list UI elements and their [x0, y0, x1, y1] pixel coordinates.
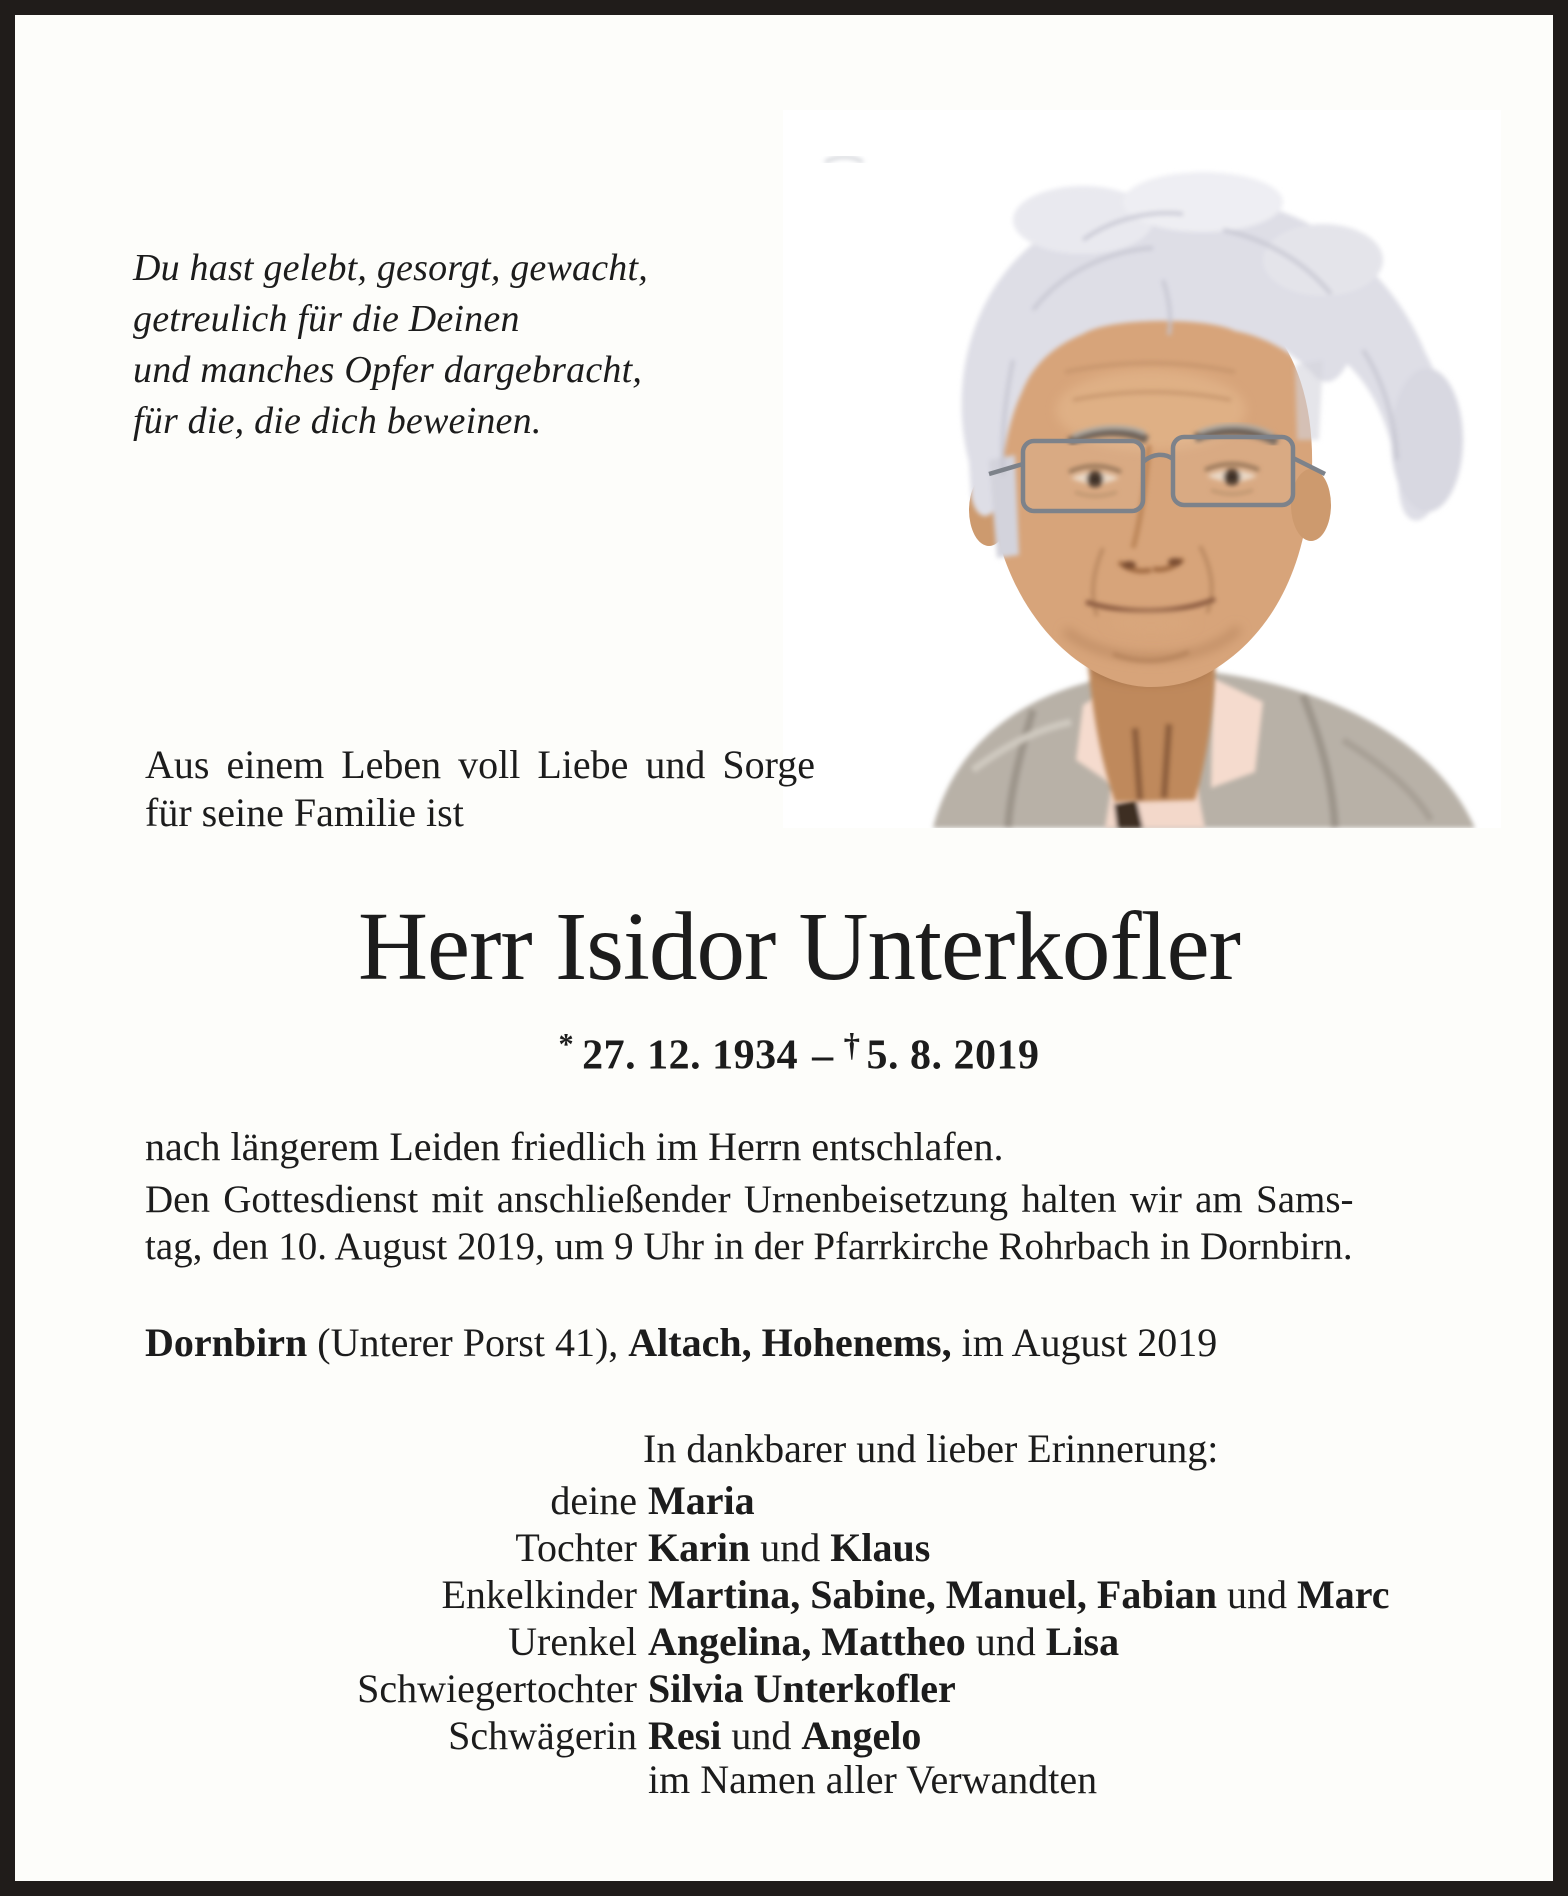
- family-row: [145, 1477, 1390, 1524]
- birth-date: 27. 12. 1934: [582, 1032, 799, 1079]
- relation-names: Martina, Sabine, Manuel, Fabian und Marc: [648, 1572, 1390, 1617]
- death-announcement: nach längerem Leiden friedlich im Herrn entschlafen.: [145, 1124, 1004, 1169]
- month-year-text: im August 2019: [951, 1320, 1218, 1365]
- intro-text: [145, 741, 815, 837]
- dates-separator: –: [812, 1032, 834, 1079]
- poem-line: getreulich für die Deinen: [133, 298, 520, 340]
- service-announcement: [145, 1176, 1354, 1270]
- family-closing-row: [145, 1756, 1390, 1803]
- family-rows: [145, 1477, 1390, 1759]
- life-dates: [15, 1027, 1568, 1080]
- relation-names: Resi und Angelo: [648, 1713, 922, 1758]
- intro-line: für seine Familie ist: [145, 790, 464, 835]
- relation-label: [145, 1756, 637, 1803]
- relation-names: Angelina, Mattheo und Lisa: [648, 1619, 1120, 1664]
- family-row: [145, 1618, 1390, 1665]
- relation-label: Tochter: [515, 1525, 637, 1570]
- died-symbol: †: [843, 1028, 861, 1065]
- poem-line: und manches Opfer dargebracht,: [133, 349, 643, 391]
- relation-names: Silvia Unterkofler: [648, 1666, 956, 1711]
- service-line: Den Gottesdienst mit anschließender Urnenbeisetzung halten wir am Sams-: [145, 1178, 1354, 1221]
- intro-line: Aus einem Leben voll Liebe und Sorge: [145, 742, 816, 787]
- service-line: tag, den 10. August 2019, um 9 Uhr in der Pfarrkirche Rohrbach in Dornbirn.: [145, 1225, 1353, 1268]
- cities-names: Altach, Hohenems,: [628, 1320, 952, 1365]
- relation-label: Urenkel: [508, 1619, 637, 1664]
- address-text: (Unterer Porst 41),: [307, 1320, 629, 1365]
- relation-names: Karin und Klaus: [648, 1525, 931, 1570]
- place-date-line: [145, 1319, 1217, 1366]
- city-name: Dornbirn: [145, 1320, 308, 1365]
- remembrance-heading: In dankbarer und lieber Erinnerung:: [643, 1426, 1219, 1471]
- poem-line: für die, die dich beweinen.: [133, 400, 542, 442]
- family-row: [145, 1524, 1390, 1571]
- relation-label: Enkelkinder: [441, 1572, 637, 1617]
- born-symbol: *: [558, 1027, 575, 1061]
- relation-names: Maria: [648, 1478, 755, 1523]
- closing-text: im Namen aller Verwandten: [648, 1757, 1098, 1802]
- death-date: 5. 8. 2019: [866, 1032, 1040, 1079]
- portrait-illustration: [783, 110, 1501, 828]
- family-row: [145, 1712, 1390, 1759]
- relation-label: Schwägerin: [448, 1713, 637, 1758]
- family-row: [145, 1571, 1390, 1618]
- relation-label: Schwiegertochter: [357, 1666, 637, 1711]
- portrait-photo: [783, 110, 1501, 828]
- poem: [133, 243, 648, 447]
- deceased-name: Herr Isidor Unterkofler: [358, 893, 1240, 1000]
- family-row: [145, 1665, 1390, 1712]
- family-list: [145, 1477, 1390, 1803]
- poem-line: Du hast gelebt, gesorgt, gewacht,: [133, 247, 648, 289]
- relation-label: deine: [550, 1478, 637, 1523]
